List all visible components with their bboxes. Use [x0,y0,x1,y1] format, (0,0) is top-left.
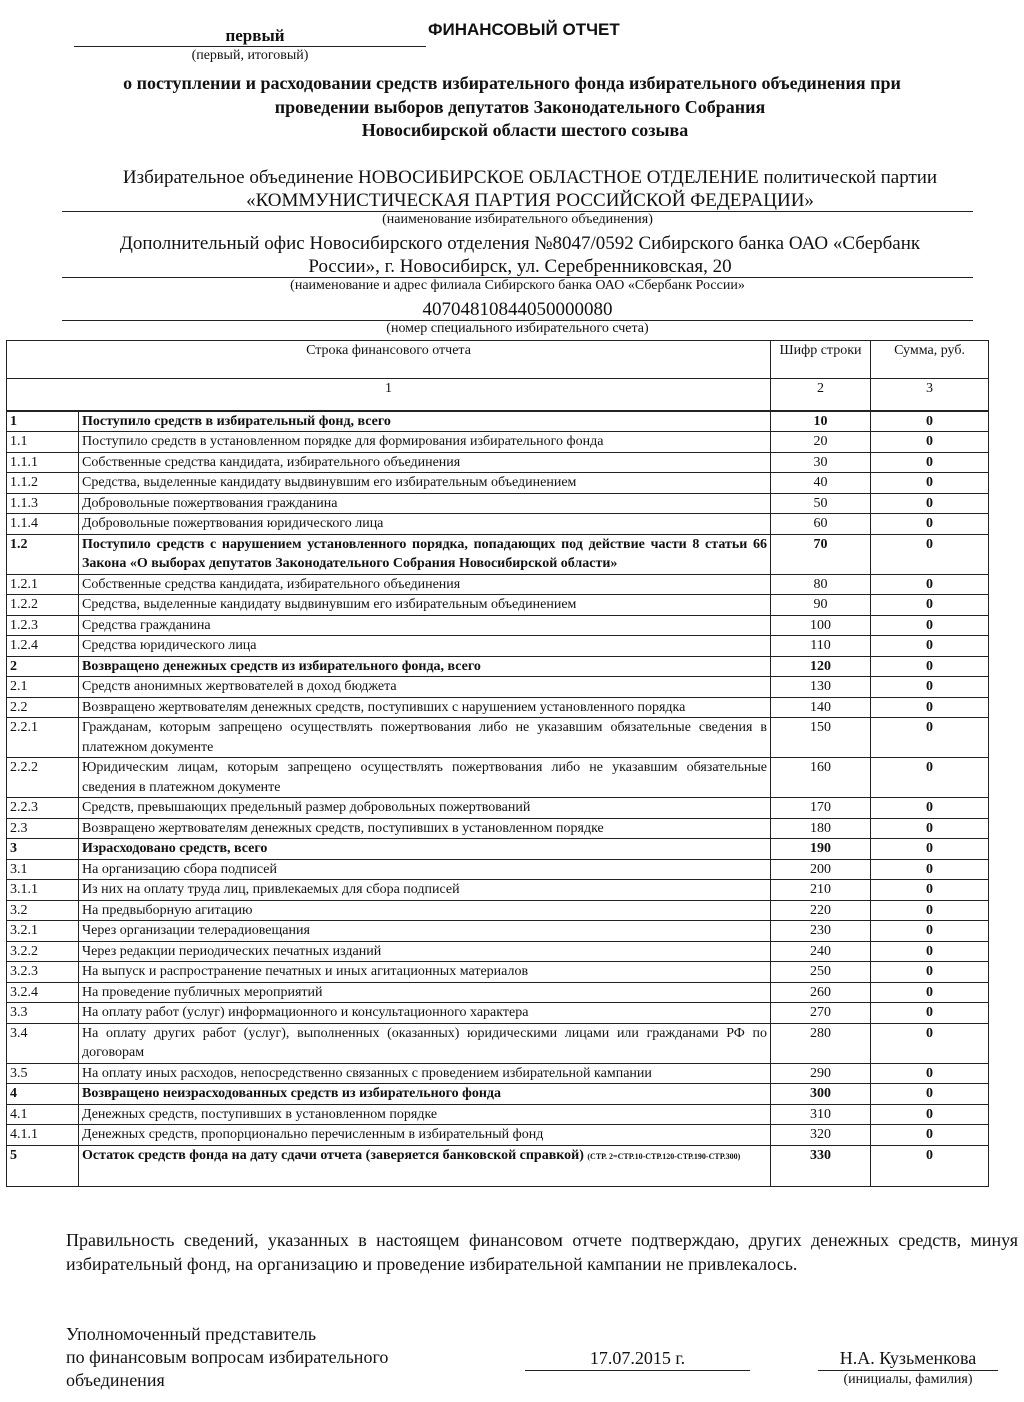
row-name-text: Возвращено неизрасходованных средств из избирательного фонда [82,1086,502,1101]
signature-date: 17.07.2015 г. [589,1348,686,1368]
row-name [79,921,771,942]
row-name [79,962,771,983]
row-sum: 0 [871,962,989,983]
row-number: 3.1 [7,859,79,880]
table-row [7,1003,989,1024]
table-row [7,1104,989,1125]
row-name [79,1145,771,1186]
table-row [7,615,989,636]
row-number: 4.1.1 [7,1125,79,1146]
row-sum: 0 [871,839,989,860]
representative-role-line-3: объединения [66,1370,165,1390]
row-sum: 0 [871,818,989,839]
table-row [7,880,989,901]
row-name [79,1003,771,1024]
row-name [79,514,771,535]
table-row [7,718,989,758]
bank-line-1: Дополнительный офис Новосибирского отделения №8047/0592 Сибирского банка ОАО «Сбербанк [119,233,921,254]
row-name [79,636,771,657]
signature-name-underline [818,1370,998,1371]
header-report-line: Строка финансового отчета [7,341,771,379]
row-line-code: 70 [771,534,871,574]
row-name-text: Из них на оплату труда лиц, привлекаемых для сбора подписей [82,882,460,897]
row-name-text: Возвращено жертвователям денежных средств, поступивших с нарушением установленного порядка [82,699,686,715]
row-name [79,880,771,901]
row-name [79,595,771,616]
row-name-text: На предвыборную агитацию [82,902,253,918]
row-line-code: 40 [771,473,871,494]
row-name-text: Средства, выделенные кандидату выдвинувшим его избирательным объединением [82,597,577,612]
row-sum: 0 [871,941,989,962]
table-row [7,758,989,798]
row-line-code: 190 [771,839,871,860]
row-name [79,941,771,962]
row-number: 1.1.1 [7,452,79,473]
signature-name: Н.А. Кузьменкова [839,1348,977,1368]
row-number: 3.1.1 [7,880,79,901]
row-number: 1.2 [7,534,79,574]
row-line-code: 160 [771,758,871,798]
row-line-code: 310 [771,1104,871,1125]
financial-report-table [6,340,989,1187]
row-name [79,473,771,494]
table-row [7,818,989,839]
row-sum: 0 [871,1104,989,1125]
row-sum: 0 [871,514,989,535]
row-line-code: 80 [771,574,871,595]
table-row [7,941,989,962]
row-sum: 0 [871,452,989,473]
table-row [7,900,989,921]
table-row [7,798,989,819]
row-name [79,1125,771,1146]
row-number: 2.1 [7,677,79,698]
row-name-text: На выпуск и распространение печатных и иных агитационных материалов [82,964,529,979]
row-name-text: Поступило средств в избирательный фонд, всего [82,413,391,429]
row-sum: 0 [871,982,989,1003]
representative-role-line-2: по финансовым вопросам избирательного [66,1347,389,1367]
row-name-text: На оплату иных расходов, непосредственно связанных с проведением избирательной кампании [82,1065,652,1081]
row-name [79,534,771,574]
row-name-text: Денежных средств, пропорционально перечисленным в избирательный фонд [82,1127,544,1142]
row-line-code: 120 [771,656,871,677]
row-line-code: 240 [771,941,871,962]
row-sum: 0 [871,900,989,921]
row-sum: 0 [871,534,989,574]
row-sum: 0 [871,574,989,595]
row-sum: 0 [871,493,989,514]
row-number: 2.3 [7,818,79,839]
header-number-3: 3 [871,379,989,411]
row-line-code: 140 [771,697,871,718]
row-name-text: Добровольные пожертвования юридического лица [82,516,384,531]
row-number: 1.1.2 [7,473,79,494]
row-name [79,697,771,718]
row-line-code: 210 [771,880,871,901]
row-name [79,1063,771,1084]
row-sum: 0 [871,1125,989,1146]
row-number: 4.1 [7,1104,79,1125]
row-number: 2.2 [7,697,79,718]
row-line-code: 100 [771,615,871,636]
table-row [7,411,989,432]
report-subtitle-line-3: Новосибирской области шестого созыва [361,120,689,140]
row-sum: 0 [871,1145,989,1186]
row-sum: 0 [871,636,989,657]
row-line-code: 320 [771,1125,871,1146]
row-name [79,859,771,880]
table-row [7,473,989,494]
row-sum: 0 [871,473,989,494]
header-sum: Сумма, руб. [871,341,989,379]
row-name-text: Возвращено жертвователям денежных средств, поступивших в установленном порядке [82,820,604,836]
header-number-2: 2 [771,379,871,411]
row-sum: 0 [871,1003,989,1024]
row-name-text: Через редакции периодических печатных изданий [82,943,382,959]
table-row [7,636,989,657]
table-row [7,697,989,718]
row-number: 3.2.2 [7,941,79,962]
row-sum: 0 [871,411,989,432]
row-number: 2.2.3 [7,798,79,819]
table-row [7,677,989,698]
table-row [7,962,989,983]
table-row [7,574,989,595]
table-row [7,432,989,453]
row-name [79,982,771,1003]
row-name-text: Добровольные пожертвования гражданина [82,495,338,511]
report-kind: первый [225,26,285,45]
row-sum: 0 [871,758,989,798]
signature-date-underline [525,1370,750,1371]
row-line-code: 170 [771,798,871,819]
row-sum: 0 [871,718,989,758]
table-row [7,656,989,677]
row-name [79,615,771,636]
row-name-text: Поступило средств с нарушением установленного порядка, попадающих под действие части 8 статьи 66 Закона «О выборах депутатов Законодательного Собрания Новосибирской области» [82,536,768,571]
bank-caption: (наименование и адрес филиала Сибирского банка ОАО «Сбербанк России» [290,278,745,293]
row-line-code: 250 [771,962,871,983]
row-line-code: 20 [771,432,871,453]
representative-role-line-1: Уполномоченный представитель [66,1324,317,1344]
row-sum: 0 [871,859,989,880]
row-number: 1.2.2 [7,595,79,616]
table-row [7,1084,989,1105]
row-name-text: Собственные средства кандидата, избирательного объединения [82,576,461,592]
association-caption: (наименование избирательного объединения) [382,212,653,227]
row-name [79,411,771,432]
row-number: 3.2 [7,900,79,921]
table-row [7,1145,989,1186]
report-kind-underline [74,46,426,47]
report-title: ФИНАНСОВЫЙ ОТЧЕТ [428,20,620,39]
row-sum: 0 [871,1063,989,1084]
row-number: 1.2.1 [7,574,79,595]
account-caption: (номер специального избирательного счета) [386,321,649,336]
row-number: 3.2.1 [7,921,79,942]
row-sum: 0 [871,921,989,942]
header-line-code: Шифр строки [771,341,871,379]
row-number: 3.2.4 [7,982,79,1003]
table-row [7,514,989,535]
row-name [79,758,771,798]
row-name [79,839,771,860]
row-name-text: Израсходовано средств, всего [82,841,268,856]
row-name-text: Денежных средств, поступивших в установленном порядке [82,1106,438,1122]
row-name-text: Через организации телерадиовещания [82,923,310,938]
row-name-text: Юридическим лицам, которым запрещено осуществлять пожертвования либо не указавшим обязательные сведения в платежном документе [82,760,768,795]
row-name-text: На оплату работ (услуг) информационного и консультационного характера [82,1005,529,1020]
row-name-text: Средств анонимных жертвователей в доход бюджета [82,679,397,694]
row-number: 1.2.3 [7,615,79,636]
row-line-code: 50 [771,493,871,514]
row-number: 4 [7,1084,79,1105]
row-line-code: 270 [771,1003,871,1024]
row-name-text: Средства юридического лица [82,638,257,653]
row-number: 2 [7,656,79,677]
row-name [79,452,771,473]
association-line-2: «КОММУНИСТИЧЕСКАЯ ПАРТИЯ РОССИЙСКОЙ ФЕДЕРАЦИИ» [246,190,814,211]
row-name [79,818,771,839]
row-number: 1 [7,411,79,432]
row-name-text: На организацию сбора подписей [82,861,277,877]
row-sum: 0 [871,697,989,718]
table-header-numbers-row [7,379,989,411]
table-header-row [7,341,989,379]
row-name-text: На проведение публичных мероприятий [82,984,323,1000]
row-line-code: 200 [771,859,871,880]
table-row [7,982,989,1003]
row-number: 3.5 [7,1063,79,1084]
table-row [7,595,989,616]
row-number: 1.1 [7,432,79,453]
row-name-text: Поступило средств в установленном порядке для формирования избирательного фонда [82,434,604,449]
row-name-text: Гражданам, которым запрещено осуществлять пожертвования либо не указавшим обязательные сведения в платежном документе [82,720,768,755]
bank-line-2: России», г. Новосибирск, ул. Серебренниковская, 20 [308,256,732,277]
table-row [7,839,989,860]
row-sum: 0 [871,1023,989,1063]
table-row [7,1063,989,1084]
confirmation-text: Правильность сведений, указанных в настоящем финансовом отчете подтверждаю, других денежных средств, минуя избирательный фонд, на организацию и проведение избирательной кампании не привлекалось. [66,1230,1018,1274]
report-kind-caption: (первый, итоговый) [191,48,309,63]
row-number: 1.1.4 [7,514,79,535]
report-subtitle-line-2: проведении выборов депутатов Законодательного Собрания [274,97,766,117]
row-name [79,493,771,514]
row-line-code: 30 [771,452,871,473]
table-row [7,534,989,574]
row-line-code: 10 [771,411,871,432]
row-sum: 0 [871,1084,989,1105]
row-number: 1.1.3 [7,493,79,514]
row-line-code: 180 [771,818,871,839]
row-number: 3.4 [7,1023,79,1063]
row-line-code: 290 [771,1063,871,1084]
table-row [7,1125,989,1146]
row-line-code: 60 [771,514,871,535]
row-name [79,656,771,677]
row-number: 3 [7,839,79,860]
row-line-code: 220 [771,900,871,921]
row-name [79,574,771,595]
row-line-code: 230 [771,921,871,942]
row-sum: 0 [871,595,989,616]
row-name [79,798,771,819]
row-sum: 0 [871,432,989,453]
row-name-text: Остаток средств фонда на дату сдачи отчета (заверяется банковской справкой) [82,1147,584,1163]
row-number: 5 [7,1145,79,1186]
row-name [79,1023,771,1063]
row-line-code: 110 [771,636,871,657]
table-row [7,452,989,473]
row-sum: 0 [871,656,989,677]
row-name [79,1084,771,1105]
row-name-text: Средства, выделенные кандидату выдвинувшим его избирательным объединением [82,475,577,490]
association-line-1: Избирательное объединение НОВОСИБИРСКОЕ ОБЛАСТНОЕ ОТДЕЛЕНИЕ политической партии [122,167,938,188]
row-name [79,900,771,921]
row-name-text: Средства гражданина [82,617,211,633]
row-formula-note: (СТР. 2=СТР.10-СТР.120-СТР.190-СТР.300) [587,1151,741,1161]
row-number: 3.2.3 [7,962,79,983]
account-number: 40704810844050000080 [422,299,613,320]
signature-name-caption: (инициалы, фамилия) [843,1372,973,1387]
report-subtitle-line-1: о поступлении и расходовании средств избирательного фонда избирательного объединения при [123,73,901,93]
row-name [79,432,771,453]
row-sum: 0 [871,798,989,819]
row-number: 2.2.1 [7,718,79,758]
row-sum: 0 [871,880,989,901]
row-line-code: 280 [771,1023,871,1063]
row-name-text: Средств, превышающих предельный размер добровольных пожертвований [82,800,531,815]
row-number: 1.2.4 [7,636,79,657]
table-row [7,1023,989,1063]
row-line-code: 90 [771,595,871,616]
header-number-1: 1 [7,379,771,411]
row-name-text: Собственные средства кандидата, избирательного объединения [82,454,461,470]
row-name-text: Возвращено денежных средств из избирательного фонда, всего [82,658,481,674]
row-sum: 0 [871,677,989,698]
row-name-text: На оплату других работ (услуг), выполненных (оказанных) юридическими лицами или гражданами РФ по договорам [82,1025,768,1060]
row-number: 2.2.2 [7,758,79,798]
row-name [79,677,771,698]
row-name [79,1104,771,1125]
row-number: 3.3 [7,1003,79,1024]
table-row [7,859,989,880]
row-line-code: 330 [771,1145,871,1186]
row-name [79,718,771,758]
table-row [7,921,989,942]
row-line-code: 130 [771,677,871,698]
row-line-code: 260 [771,982,871,1003]
row-sum: 0 [871,615,989,636]
row-line-code: 150 [771,718,871,758]
row-line-code: 300 [771,1084,871,1105]
table-row [7,493,989,514]
